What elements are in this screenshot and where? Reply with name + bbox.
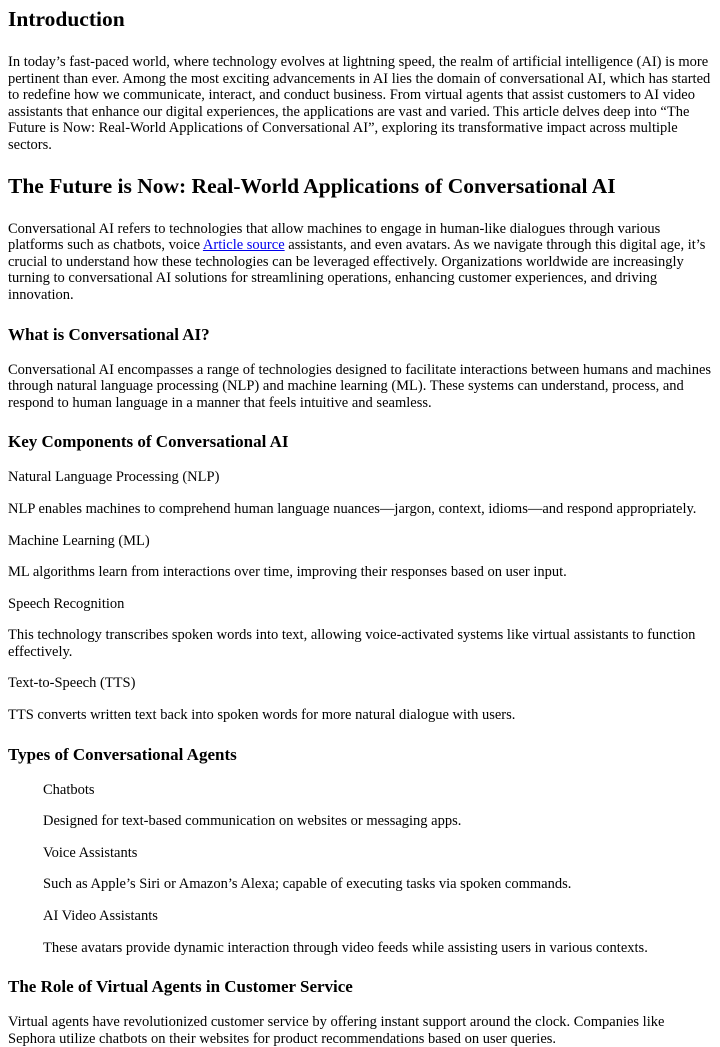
- what-is-heading: What is Conversational AI?: [8, 324, 210, 344]
- article-source-link[interactable]: Article source: [202, 237, 285, 254]
- future-paragraph-start: Conversational AI refers to technologies that allow machines to engage in human-like dialogues through various platforms such as chatbots, voice: [8, 220, 661, 254]
- agent-title: AI Video Assistants: [43, 908, 158, 925]
- what-is-paragraph: Conversational AI encompasses a range of technologies designed to facilitate interactions between humans and machines through natural language processing (NLP) and machine learning (ML). These systems can understand, process, and respond to human language in a manner that feels intuitive and seamless.: [8, 361, 712, 411]
- article: [0, 6, 720, 1047]
- agent-desc: Designed for text-based communication on websites or messaging apps.: [43, 813, 462, 830]
- future-paragraph: [8, 221, 712, 304]
- components-heading: Key Components of Conversational AI: [8, 432, 289, 452]
- agent-title: Voice Assistants: [43, 844, 138, 861]
- agent-desc: Such as Apple’s Siri or Amazon’s Alexa; capable of executing tasks via spoken commands.: [43, 876, 572, 893]
- component-title: Speech Recognition: [8, 595, 125, 612]
- intro-heading: Introduction: [8, 7, 125, 31]
- list-item: [43, 845, 712, 893]
- component-title: Text-to-Speech (TTS): [8, 675, 136, 692]
- component-desc: NLP enables machines to comprehend human language nuances—jargon, context, idioms—and respond appropriately.: [8, 500, 697, 517]
- agent-title: Chatbots: [43, 781, 95, 798]
- component-desc: This technology transcribes spoken words into text, allowing voice-activated systems like virtual assistants to function effectively.: [8, 627, 696, 660]
- future-heading: The Future is Now: Real-World Applications of Conversational AI: [8, 173, 616, 198]
- agents-heading: Types of Conversational Agents: [8, 744, 237, 764]
- agent-desc: These avatars provide dynamic interaction through video feeds while assisting users in various contexts.: [43, 939, 648, 956]
- component-title: Machine Learning (ML): [8, 532, 150, 549]
- component-title: Natural Language Processing (NLP): [8, 469, 220, 486]
- intro-paragraph: In today’s fast-paced world, where technology evolves at lightning speed, the realm of artificial intelligence (AI) is more pertinent than ever. Among the most exciting advancements in AI lies the domain of conversational AI, which has started to redefine how we communicate, interact, and conduct business. From virtual agents that assist customers to AI video assistants that enhance our digital experiences, the applications are vast and varied. This article delves deep into “The Future is Now: Real-World Applications of Conversational AI”, exploring its transformative impact across multiple sectors.: [8, 54, 711, 153]
- virtual-agents-paragraph: Virtual agents have revolutionized customer service by offering instant support around the clock. Companies like Sephora utilize chatbots on their websites for product recommendations based on user queries.: [8, 1014, 665, 1047]
- list-item: [43, 908, 712, 956]
- agents-list: [8, 782, 712, 957]
- component-desc: ML algorithms learn from interactions over time, improving their responses based on user input.: [8, 564, 567, 581]
- component-desc: TTS converts written text back into spoken words for more natural dialogue with users.: [8, 707, 516, 724]
- components-list: [8, 469, 712, 723]
- list-item: [43, 782, 712, 830]
- future-paragraph-end: assistants, and even avatars. As we navigate through this digital age, it’s crucial to understand how these technologies can be leveraged effectively. Organizations worldwide are increasingly turning to conversational AI solutions for streamlining operations, enhancing customer experiences, and driving innovation.: [8, 237, 706, 303]
- virtual-agents-heading: The Role of Virtual Agents in Customer Service: [8, 977, 353, 997]
